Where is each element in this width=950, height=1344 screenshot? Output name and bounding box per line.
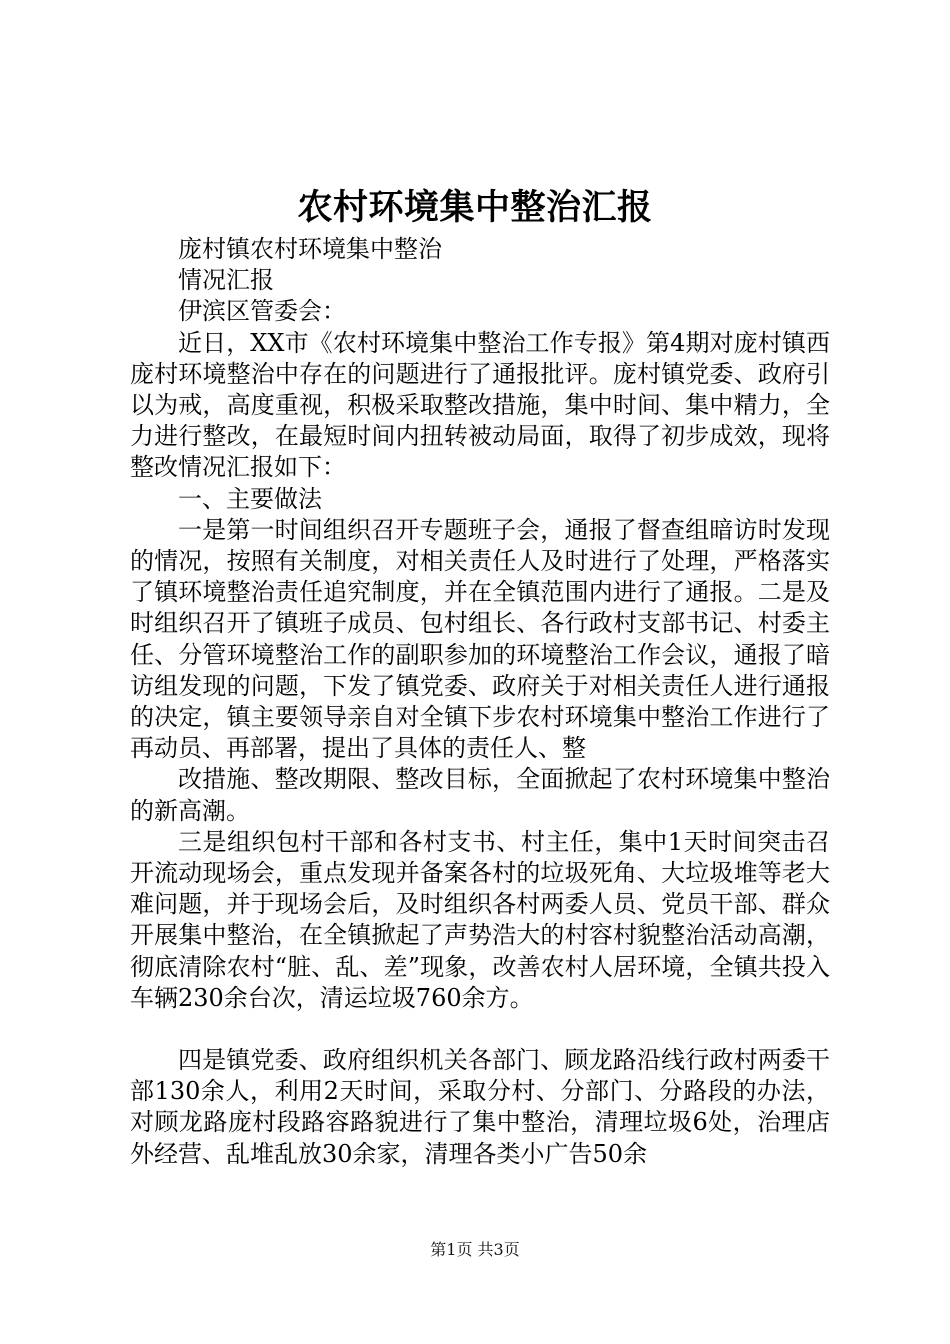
- paragraph-practices-1-2: 一是第一时间组织召开专题班子会，通报了督查组暗访时发现的情况，按照有关制度，对相关责任人及时进行了处理，严格落实了镇环境整治责任追究制度，并在全镇范围内进行了通报。二是及时组织召开了镇班子成员、包村组长、各行政村支部书记、村委主任、分管环境整治工作的副职参加的环境整治工作会议，通报了暗访组发现的问题，下发了镇党委、政府关于对相关责任人进行通报的决定，镇主要领导亲自对全镇下步农村环境集中整治工作进行了再动员、再部署，提出了具体的责任人、整: [130, 515, 830, 763]
- paragraph-practices-continued: 改措施、整改期限、整改目标，全面掀起了农村环境集中整治的新高潮。: [130, 765, 830, 825]
- document-title: 农村环境集中整治汇报: [297, 187, 653, 228]
- paragraph-practice-3: 三是组织包村干部和各村支书、村主任，集中1天时间突击召开流动现场会，重点发现并备案各村的垃圾死角、大垃圾堆等老大难问题，并于现场会后，及时组织各村两委人员、党员干部、群众开展集中整治，在全镇掀起了声势浩大的村容村貌整治活动高潮，彻底清除农村“脏、乱、差”现象，改善农村人居环境，全镇共投入车辆230余台次，清运垃圾760余方。: [130, 827, 830, 1012]
- section-heading-main-practices: 一、主要做法: [178, 484, 322, 513]
- paragraph-subtitle-line-2: 情况汇报: [178, 266, 274, 295]
- paragraph-recipient: 伊滨区管委会：: [178, 297, 346, 326]
- paragraph-intro: 近日，XX市《农村环境集中整治工作专报》第4期对庞村镇西庞村环境整治中存在的问题进行了通报批评。庞村镇党委、政府引以为戒，高度重视，积极采取整改措施，集中时间、集中精力，全力进行整改，在最短时间内扭转被动局面，取得了初步成效，现将整改情况汇报如下：: [130, 328, 830, 482]
- paragraph-practice-4: 四是镇党委、政府组织机关各部门、顾龙路沿线行政村两委干部130余人，利用2天时间，采取分村、分部门、分路段的办法，对顾龙路庞村段路容路貌进行了集中整治，清理垃圾6处，治理店外经营、乱堆乱放30余家，清理各类小广告50余: [130, 1046, 830, 1168]
- page-footer: 第1页 共3页: [430, 1240, 520, 1259]
- paragraph-subtitle-line-1: 庞村镇农村环境集中整治: [178, 235, 442, 263]
- document-body: [130, 234, 830, 1170]
